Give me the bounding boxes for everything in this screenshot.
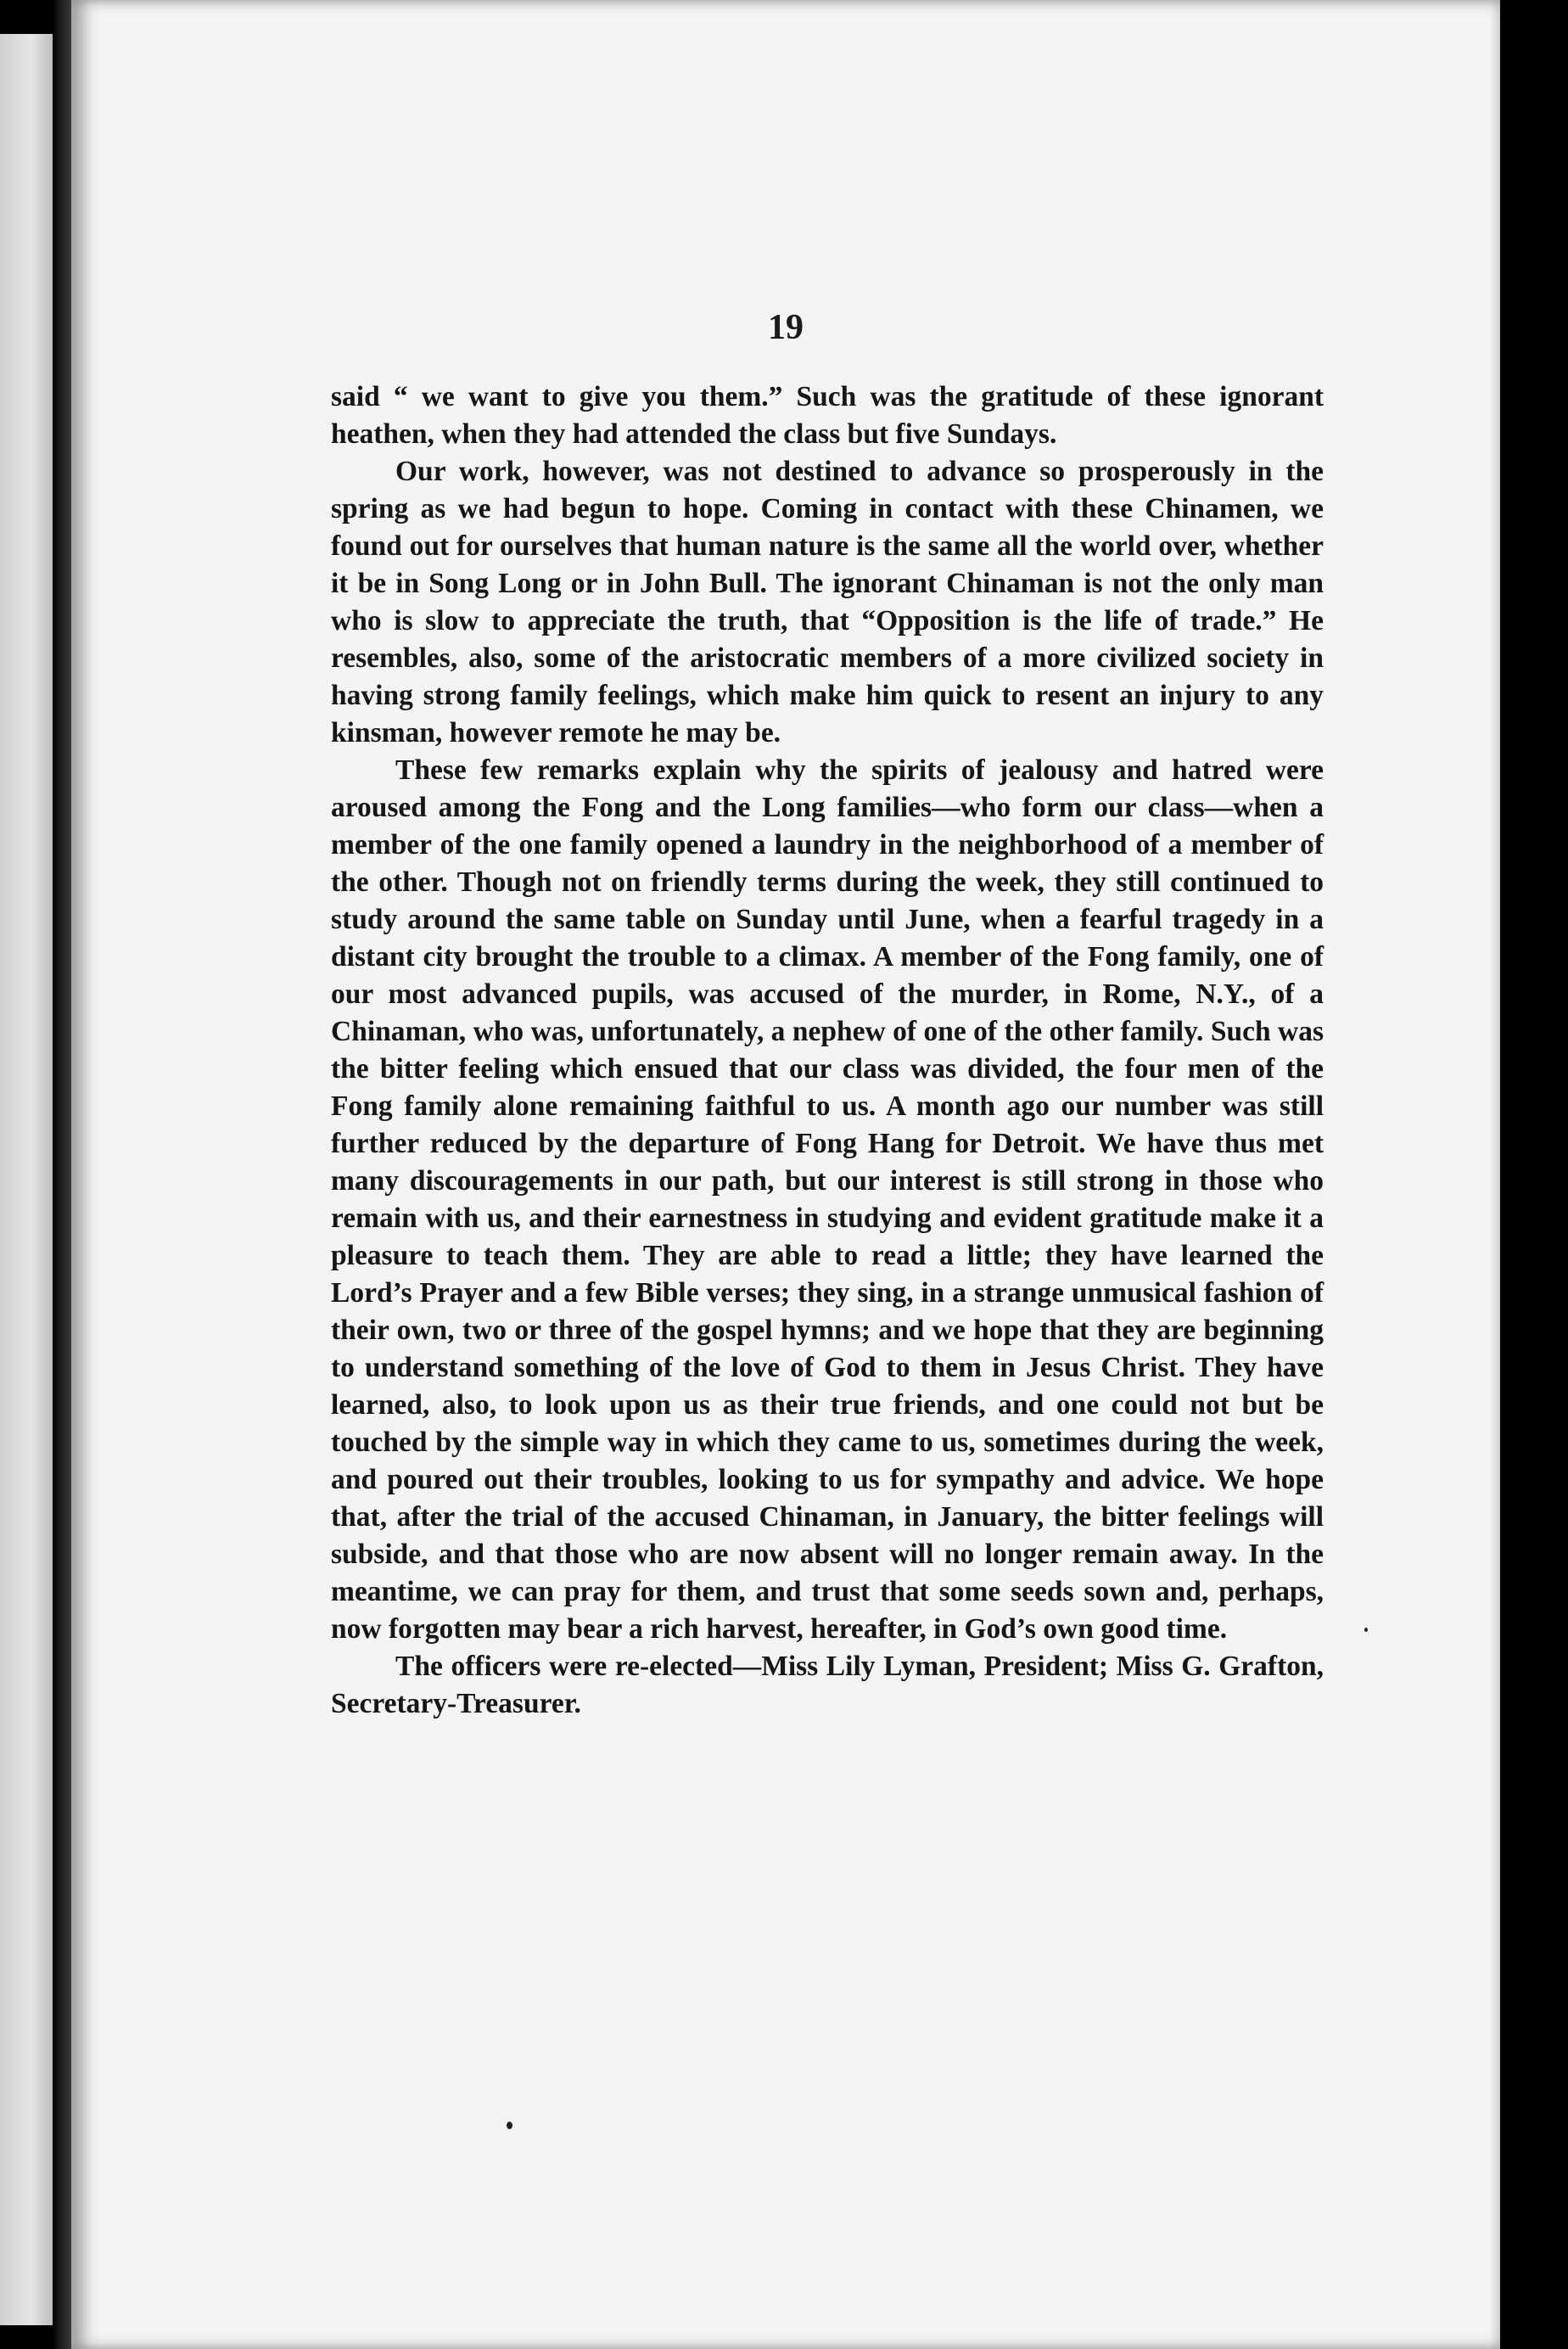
- book-spine-shadow: [53, 0, 71, 2349]
- paragraph-2: Our work, however, was not destined to advance so prosperously in the spring as we had begun to hope. Coming in contact with these Chinamen, we found out for ourselves that human nature is the same all the world over, whether it be in Song Long or in John Bull. The ignorant Chinaman is not the only man who is slow to appreciate the truth, that “Opposition is the life of trade.” He resembles, also, some of the aristocratic members of a more civilized society in having strong family feelings, which make him quick to resent an injury to any kinsman, however remote he may be.: [331, 456, 1324, 748]
- paragraph-4: The officers were re-elected—Miss Lily Lyman, President; Miss G. Grafton, Secretary-Treasurer.: [331, 1651, 1324, 1719]
- scan-right-border: [1500, 0, 1568, 2349]
- paragraph-3: These few remarks explain why the spirits of jealousy and hatred were aroused among the Fong and the Long families—who form our class—when a member of the one family opened a laundry in the neighborhood of a member of the other. Though not on friendly terms during the week, they still continued to study around the same table on Sunday until June, when a fearful tragedy in a distant city brought the trouble to a climax. A member of the Fong family, one of our most advanced pupils, was accused of the murder, in Rome, N.Y., of a Chinaman, who was, unfortunately, a nephew of one of the other family. Such was the bitter feeling which ensued that our class was divided, the four men of the Fong family alone remaining faithful to us. A month ago our number was still further reduced by the departure of Fong Hang for Detroit. We have thus met many discouragements in our path, but our interest is still strong in those who remain with us, and their earnestness in studying and evident gratitude make it a pleasure to teach them. They are able to read a little; they have learned the Lord’s Prayer and a few Bible verses; they sing, in a strange unmusical fashion of their own, two or three of the gospel hymns; and we hope that they are beginning to understand something of the love of God to them in Jesus Christ. They have learned, also, to look upon us as their true friends, and one could not but be touched by the simple way in which they came to us, sometimes during the week, and poured out their troubles, looking to us for sympathy and advice. We hope that, after the trial of the accused Chinaman, in January, the bitter feelings will subside, and that those who are now absent will no longer remain away. In the meantime, we can pray for them, and trust that some seeds sown and, perhaps, now forgotten may bear a rich harvest, hereafter, in God’s own good time.: [331, 754, 1324, 1645]
- ink-speck: [507, 2122, 512, 2129]
- ink-speck: [1364, 1628, 1368, 1632]
- page-number: 19: [768, 308, 804, 347]
- paragraph-1: said “ we want to give you them.” Such was the gratitude of these ignorant heathen, when they had attended the class but five Sundays.: [331, 381, 1324, 450]
- body-text: [331, 378, 1324, 1723]
- previous-page-edge: [0, 34, 53, 2325]
- book-page: [71, 0, 1500, 2349]
